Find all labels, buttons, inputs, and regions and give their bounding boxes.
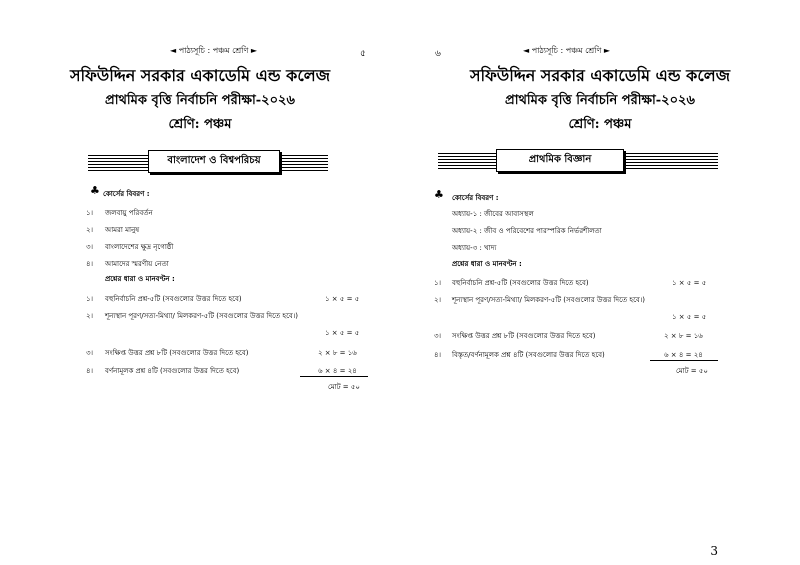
marks-item-num: ১। — [86, 295, 94, 303]
marks-item-num: ৩। — [86, 349, 94, 357]
course-item-num: ৪। — [86, 260, 94, 268]
exam-title: প্রাথমিক বৃত্তি নির্বাচনি পরীক্ষা-২০২৬ — [105, 93, 295, 108]
marks-item: বিস্তৃত/বর্ণনামূলক প্রশ্ন ৪টি (সবগুলোর উত্তর দিতে হবে) — [452, 351, 605, 359]
marks-item: শূন্যস্থান পূরণ/সত্য-মিথ্যা/ মিলকরণ-৫টি (সবগুলোর উত্তর দিতে হবে।) — [105, 312, 299, 320]
class-title: শ্রেণি: পঞ্চম — [168, 117, 232, 132]
marks-item-num: ২। — [86, 312, 94, 320]
total-rule — [300, 376, 368, 377]
course-item-num: ১। — [86, 209, 94, 217]
total-rule — [650, 360, 718, 361]
subject-title: বাংলাদেশ ও বিশ্বপরিচয় — [148, 150, 280, 173]
running-header: ◄ পাঠ্যসূচি : পঞ্চম শ্রেণি ► — [523, 46, 611, 55]
course-item: বাংলাদেশের ক্ষুদ্র নৃগোষ্ঠী — [105, 243, 174, 251]
total-marks: মোট = ৫০ — [328, 383, 360, 391]
marks-item: বহুনির্বাচনি প্রশ্ন-৫টি (সবগুলোর উত্তর দিতে হবে) — [452, 279, 589, 287]
marks-value: ১ × ৫ = ৫ — [325, 295, 360, 303]
exam-title: প্রাথমিক বৃত্তি নির্বাচনি পরীক্ষা-২০২৬ — [505, 93, 695, 108]
course-item: অধ্যায়-৩ : খাদ্য — [452, 244, 497, 252]
institution-name: সফিউদ্দিন সরকার একাডেমি এন্ড কলেজ — [69, 66, 331, 85]
marks-value: ১ × ৫ = ৫ — [672, 279, 707, 287]
page-number: ৬ — [435, 49, 441, 59]
institution-name: সফিউদ্দিন সরকার একাডেমি এন্ড কলেজ — [469, 66, 731, 85]
marks-item: বহুনির্বাচনি প্রশ্ন-৫টি (সবগুলোর উত্তর দিতে হবে) — [105, 295, 242, 303]
marks-value: ২ × ৮ = ১৬ — [664, 332, 703, 340]
marks-item: বর্ণনামূলক প্রশ্ন ৪টি (সবগুলোর উত্তর দিতে হবে) — [105, 367, 240, 375]
marks-value: ৬ × ৪ = ২৪ — [664, 351, 703, 359]
marks-item-num: ২। — [434, 296, 442, 304]
course-heading: কোর্সের বিবরণ : — [103, 190, 150, 198]
marks-item-num: ৪। — [434, 351, 442, 359]
marks-item-num: ৪। — [86, 367, 94, 375]
course-item-num: ২। — [86, 226, 94, 234]
total-marks: মোট = ৫০ — [676, 367, 708, 375]
running-header: ◄ পাঠ্যসূচি : পঞ্চম শ্রেণি ► — [170, 46, 258, 55]
course-item: অধ্যায়-১ : জীবের আবাসস্থল — [452, 210, 534, 218]
course-item: জলবায়ু পরিবর্তন — [105, 209, 153, 217]
subject-title: প্রাথমিক বিজ্ঞান — [496, 149, 624, 172]
marks-value: ২ × ৮ = ১৬ — [318, 349, 357, 357]
marks-item: শূন্যস্থান পূরণ/সত্য-মিথ্যা/ মিলকরণ-৫টি (সবগুলোর উত্তর দিতে হবে।) — [452, 296, 646, 304]
course-item-num: ৩। — [86, 243, 94, 251]
page-number: ৫ — [360, 49, 366, 59]
club-bullet-icon: ♣ — [90, 184, 100, 197]
marks-heading: প্রশ্নের ধারা ও মানবণ্টন : — [105, 275, 175, 283]
marks-item-num: ৩। — [434, 332, 442, 340]
marks-heading: প্রশ্নের ধারা ও মানবণ্টন : — [452, 260, 522, 268]
course-item: আমরা মানুষ — [105, 226, 140, 234]
sheet-number: 3 — [710, 544, 718, 558]
course-item: আমাদের স্মরণীয় নেতা — [105, 260, 169, 268]
course-heading: কোর্সের বিবরণ : — [452, 194, 499, 202]
club-bullet-icon: ♣ — [434, 188, 444, 201]
marks-item-num: ১। — [434, 279, 442, 287]
syllabus-page-right — [400, 0, 800, 565]
marks-item: সংক্ষিপ্ত উত্তর প্রশ্ন ৮টি (সবগুলোর উত্তর দিতে হবে) — [452, 332, 596, 340]
marks-value: ১ × ৫ = ৫ — [325, 329, 360, 337]
marks-item: সংক্ষিপ্ত উত্তর প্রশ্ন ৮টি (সবগুলোর উত্তর দিতে হবে) — [105, 349, 249, 357]
marks-value: ১ × ৫ = ৫ — [672, 313, 707, 321]
course-item: অধ্যায়-২ : জীব ও পরিবেশের পারস্পরিক নির্ভরশীলতা — [452, 227, 602, 235]
marks-value: ৬ × ৪ = ২৪ — [318, 367, 357, 375]
class-title: শ্রেণি: পঞ্চম — [568, 117, 632, 132]
